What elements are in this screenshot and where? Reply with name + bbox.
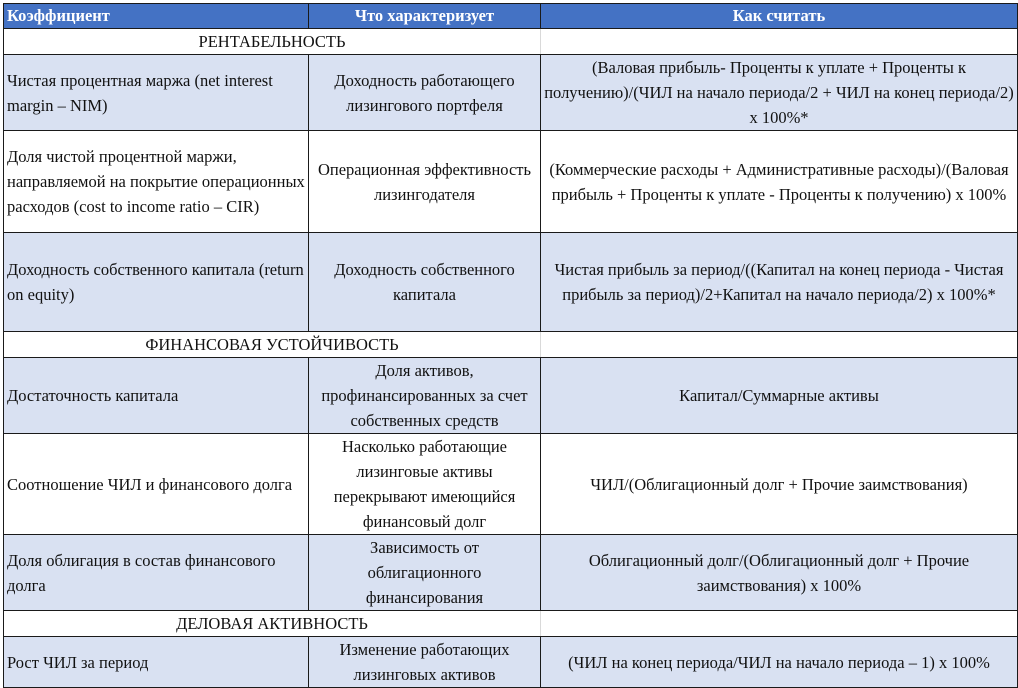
column-header-how-to-calculate: Как считать — [541, 4, 1018, 29]
table-row — [4, 434, 1018, 535]
section-blank-cell — [541, 29, 1018, 55]
table-row — [4, 55, 1018, 131]
coefficient-description: Доходность собственного капитала — [309, 233, 541, 332]
coefficient-formula: (Коммерческие расходы + Административные расходы)/(Валовая прибыль + Проценты к уплате - Проценты к получению) х 100% — [541, 131, 1018, 233]
header-row — [4, 4, 1018, 29]
section-title: ФИНАНСОВАЯ УСТОЙЧИВОСТЬ — [4, 332, 541, 358]
coefficient-formula: Облигационный долг/(Облигационный долг + Прочие заимствования) х 100% — [541, 535, 1018, 611]
table-row — [4, 358, 1018, 434]
coefficient-formula: ЧИЛ/(Облигационный долг + Прочие заимствования) — [541, 434, 1018, 535]
coefficient-formula: Чистая прибыль за период/((Капитал на конец периода - Чистая прибыль за период)/2+Капитал на начало периода/2) х 100%* — [541, 233, 1018, 332]
section-blank-cell — [541, 611, 1018, 637]
coefficient-description: Насколько работающие лизинговые активы перекрывают имеющийся финансовый долг — [309, 434, 541, 535]
section-title: РЕНТАБЕЛЬНОСТЬ — [4, 29, 541, 55]
coefficient-name: Доля облигация в состав финансового долга — [4, 535, 309, 611]
table-row — [4, 233, 1018, 332]
column-header-characterizes: Что характеризует — [309, 4, 541, 29]
section-title: ДЕЛОВАЯ АКТИВНОСТЬ — [4, 611, 541, 637]
section-row-business-activity — [4, 611, 1018, 637]
coefficients-table — [3, 3, 1018, 688]
column-header-coefficient: Коэффициент — [4, 4, 309, 29]
coefficient-name: Рост ЧИЛ за период — [4, 637, 309, 688]
coefficient-name: Соотношение ЧИЛ и финансового долга — [4, 434, 309, 535]
coefficient-name: Доля чистой процентной маржи, направляемой на покрытие операционных расходов (cost to income ratio – CIR) — [4, 131, 309, 233]
coefficient-name: Чистая процентная маржа (net interest margin – NIM) — [4, 55, 309, 131]
coefficient-description: Изменение работающих лизинговых активов — [309, 637, 541, 688]
coefficient-formula: Капитал/Суммарные активы — [541, 358, 1018, 434]
coefficient-description: Зависимость от облигационного финансирования — [309, 535, 541, 611]
coefficient-name: Достаточность капитала — [4, 358, 309, 434]
table-row — [4, 131, 1018, 233]
section-row-financial-stability — [4, 332, 1018, 358]
coefficient-formula: (Валовая прибыль- Проценты к уплате + Проценты к получению)/(ЧИЛ на начало периода/2 + ЧИЛ на конец периода/2) х 100%* — [541, 55, 1018, 131]
coefficient-description: Доходность работающего лизингового портфеля — [309, 55, 541, 131]
coefficient-name: Доходность собственного капитала (return on equity) — [4, 233, 309, 332]
section-blank-cell — [541, 332, 1018, 358]
coefficient-formula: (ЧИЛ на конец периода/ЧИЛ на начало периода – 1) х 100% — [541, 637, 1018, 688]
table-row — [4, 535, 1018, 611]
coefficient-description: Операционная эффективность лизингодателя — [309, 131, 541, 233]
coefficient-description: Доля активов, профинансированных за счет собственных средств — [309, 358, 541, 434]
section-row-profitability — [4, 29, 1018, 55]
